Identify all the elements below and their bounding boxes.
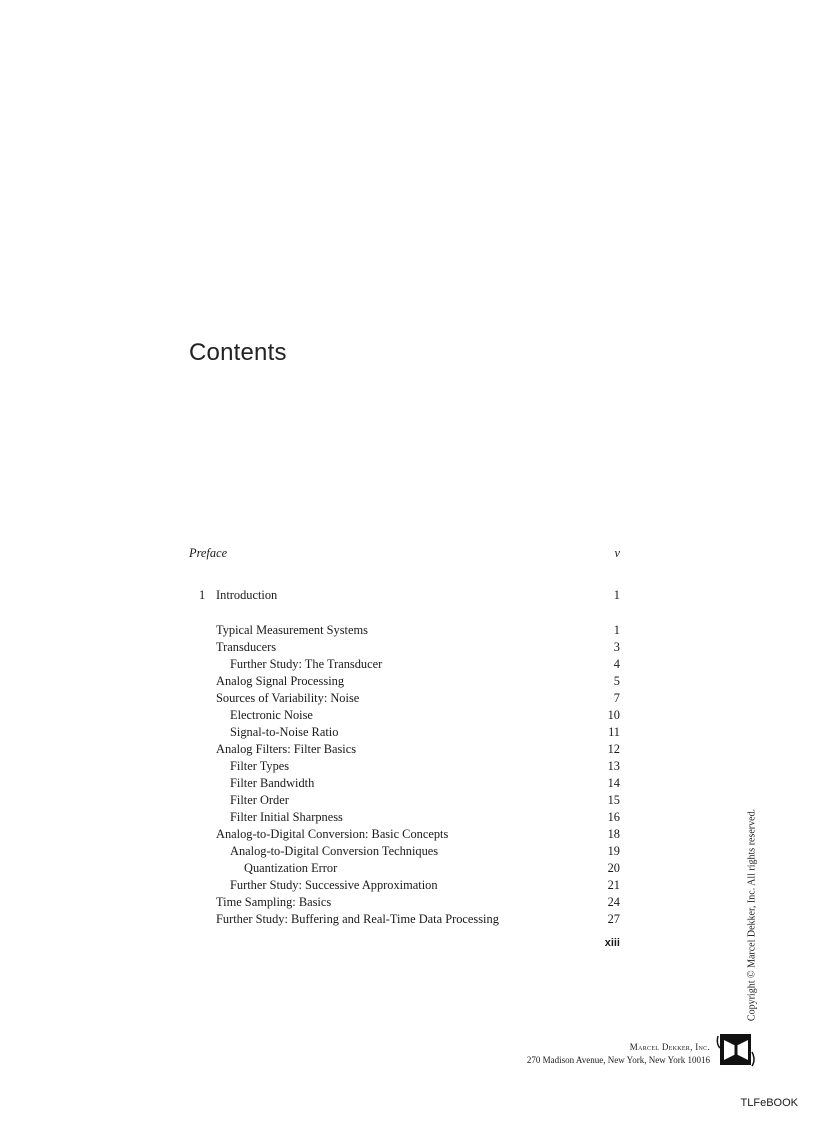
toc-entry (189, 860, 620, 876)
toc-entry-title: Filter Initial Sharpness (230, 810, 343, 824)
copyright-notice: Copyright © Marcel Dekker, Inc. All rights reserved. (746, 808, 758, 1022)
toc-entry-page: 11 (608, 725, 620, 739)
toc-entry (189, 877, 620, 893)
toc-entry (189, 741, 620, 757)
toc-entry (189, 792, 620, 808)
contents-heading: Contents (189, 339, 287, 366)
toc-entry-page: 15 (607, 793, 620, 807)
toc-entry-title: Quantization Error (244, 861, 338, 875)
toc-entry-page: 10 (607, 708, 620, 722)
toc-entry (189, 690, 620, 706)
toc-entry (189, 775, 620, 791)
toc-entry (189, 894, 620, 910)
publisher-logo-icon (716, 1030, 756, 1070)
toc-entry-title: Further Study: Successive Approximation (230, 878, 438, 892)
toc-entry (189, 826, 620, 842)
toc-entry-title: Further Study: The Transducer (230, 657, 383, 671)
toc-entry (189, 656, 620, 672)
chapter-title: Introduction (216, 588, 278, 602)
toc-entry-title: Analog Filters: Filter Basics (216, 742, 357, 756)
chapter-number: 1 (199, 588, 206, 602)
toc-entry-page: 3 (613, 640, 620, 654)
toc-entry-title: Electronic Noise (230, 708, 313, 722)
toc-entry-title: Sources of Variability: Noise (216, 691, 360, 705)
toc-preface-entry (189, 545, 620, 561)
toc-chapter-entry (189, 587, 620, 603)
toc-entry-page: 16 (607, 810, 620, 824)
toc-entry-page: 21 (607, 878, 620, 892)
chapter-page: 1 (613, 588, 620, 602)
toc-entry-title: Analog Signal Processing (216, 674, 345, 688)
publisher-address: 270 Madison Avenue, New York, New York 10016 (526, 1055, 710, 1065)
toc-entry-title: Time Sampling: Basics (216, 895, 332, 909)
toc-entry (189, 809, 620, 825)
toc-entry-page: 20 (607, 861, 620, 875)
toc-entry-page: 19 (607, 844, 620, 858)
toc-entry-page: 4 (613, 657, 620, 671)
toc-entry (189, 639, 620, 655)
toc-entry (189, 843, 620, 859)
toc-entry (189, 724, 620, 740)
toc-entry-page: 13 (607, 759, 620, 773)
toc-entry-page: 24 (607, 895, 620, 909)
toc-entry (189, 911, 620, 927)
toc-preface-page: v (614, 546, 620, 560)
toc-entry-title: Analog-to-Digital Conversion: Basic Concepts (216, 827, 449, 841)
toc-entry-page: 5 (613, 674, 620, 688)
toc-entry-title: Filter Order (230, 793, 289, 807)
toc-entry-page: 1 (613, 623, 620, 637)
page-number: xiii (604, 937, 620, 949)
toc-entry-page: 14 (607, 776, 620, 790)
toc-entry-page: 18 (607, 827, 620, 841)
toc-entry-page: 27 (607, 912, 620, 926)
toc-entry (189, 673, 620, 689)
toc-entry-title: Analog-to-Digital Conversion Techniques (230, 844, 439, 858)
toc-entry-title: Filter Types (230, 759, 290, 773)
toc-entry-title: Typical Measurement Systems (216, 623, 368, 637)
toc-entry (189, 758, 620, 774)
toc-entry-title: Further Study: Buffering and Real-Time Data Processing (216, 912, 499, 926)
toc-entry-title: Filter Bandwidth (230, 776, 315, 790)
toc-entry-page: 12 (607, 742, 620, 756)
toc-entry-title: Signal-to-Noise Ratio (230, 725, 339, 739)
toc-entry (189, 622, 620, 638)
toc-entry (189, 707, 620, 723)
publisher-name: Marcel Dekker, Inc. (629, 1042, 710, 1052)
footer-watermark: TLFeBOOK (740, 1097, 798, 1109)
toc-preface-title: Preface (189, 546, 228, 560)
toc-entry-title: Transducers (216, 640, 277, 654)
toc-entry-page: 7 (613, 691, 620, 705)
